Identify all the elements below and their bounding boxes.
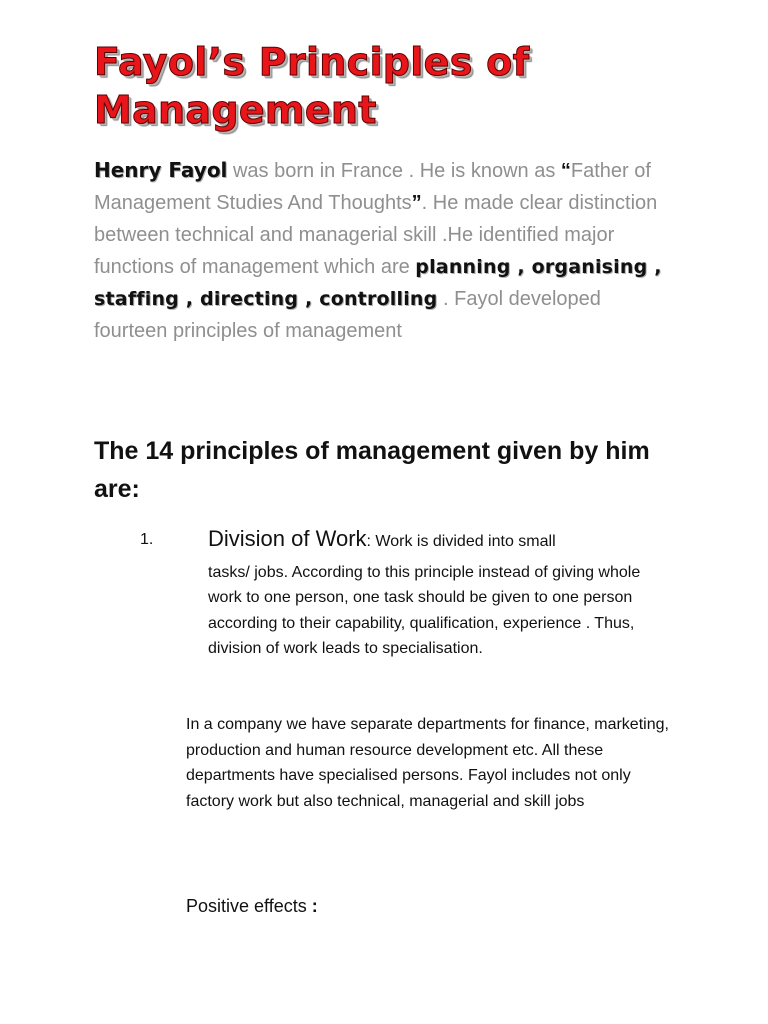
principle-title-name: Division of Work [208,526,367,551]
intro-paragraph [94,154,674,347]
principle-title [208,526,556,552]
intro-close-quote: ” [411,192,422,214]
intro-open-quote: “ [560,160,571,182]
example-paragraph: In a company we have separate departments for finance, marketing, production and human resource development etc. All these departments have specialised persons. Fayol includes not only factory work but also technical, managerial and skill jobs [186,716,669,810]
intro-functions: planning , organising , staffing , directing , controlling [94,256,662,310]
title-line-2: Management [94,88,377,132]
list-number: 1. [140,531,154,548]
title-line-1: Fayol’s Principles of [94,40,530,84]
intro-text-3: . Fayol developed fourteen principles of management [94,288,601,342]
intro-text-2: . He made clear distinction between technical and managerial skill .He identified major functions of management which are [94,192,658,278]
positive-effects-heading [186,896,318,917]
principle-title-rest: : Work is divided into small [366,533,556,550]
page-title [94,38,714,134]
intro-name: Henry Fayol [94,158,228,182]
section-heading: The 14 principles of management given by him are: [94,437,650,503]
positive-effects-colon: : [311,896,318,916]
positive-effects-label: Positive effects [186,896,312,916]
principle-body: tasks/ jobs. According to this principle instead of giving whole work to one person, one task should be given to one person according to their capability, qualification, experience . Thus, division of work leads to specialisation. [208,564,641,658]
intro-father-text: Father of Management Studies And Thoughts [94,160,651,214]
intro-text-1: was born in France . He is known as [227,160,561,182]
